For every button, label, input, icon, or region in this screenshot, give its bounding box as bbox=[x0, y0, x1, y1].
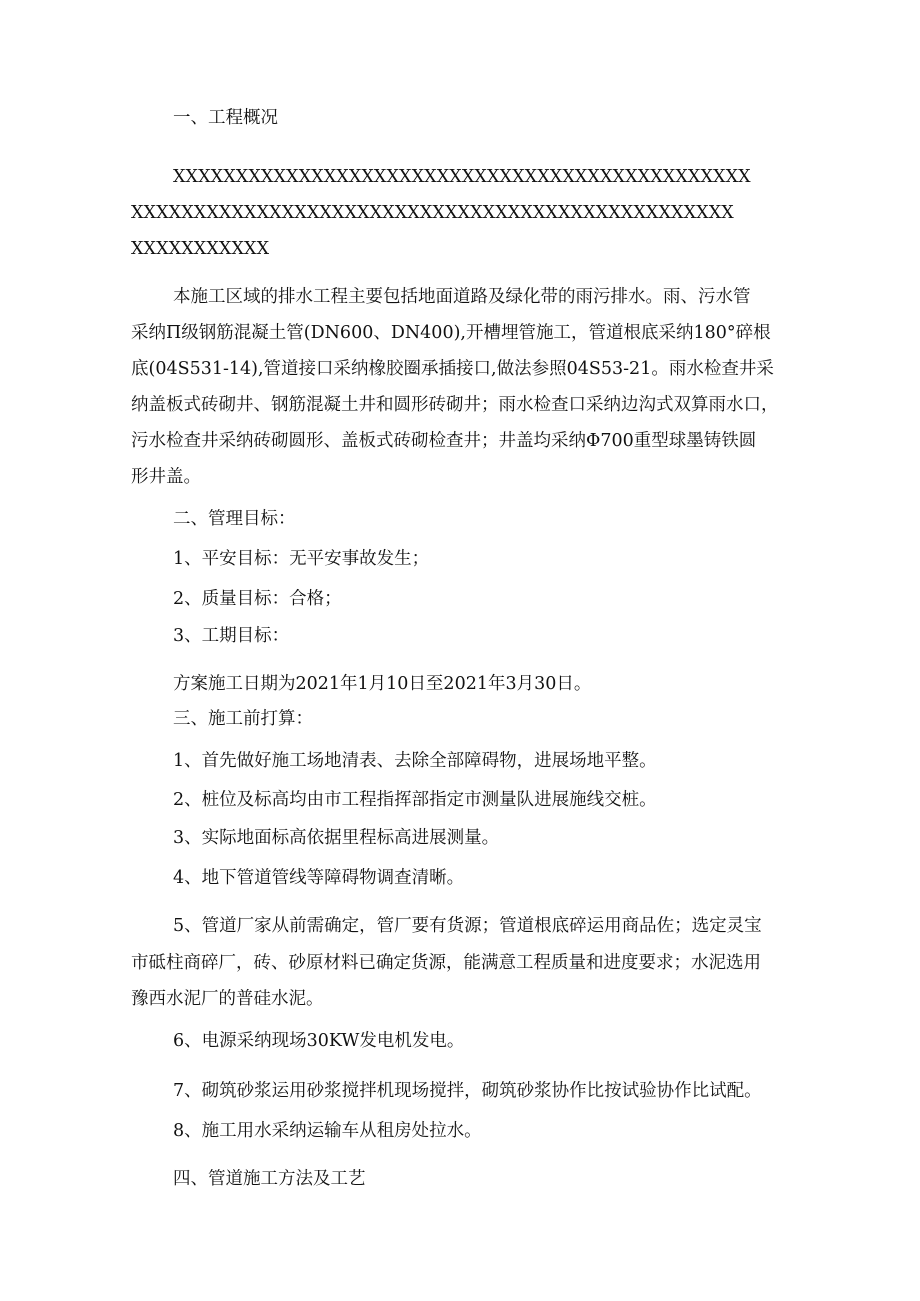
overview-paragraph-line-1: 本施工区域的排水工程主要包括地面道路及绿化带的雨污排水。雨、污水管 bbox=[173, 287, 751, 307]
prep-item-5-line-2: 市砥柱商碎厂，砖、砂原材料已确定货源，能满意工程质量和进度要求；水泥选用 bbox=[131, 953, 761, 973]
overview-paragraph-line-2: 采纳Π级钢筋混凝土管(DN600、DN400),开槽埋管施工，管道根底采纳180°碎根 bbox=[131, 323, 771, 343]
prep-item-5-line-3: 豫西水泥厂的普硅水泥。 bbox=[131, 989, 324, 1009]
placeholder-line-1: XXXXXXXXXXXXXXXXXXXXXXXXXXXXXXXXXXXXXXXXXXXXXX bbox=[173, 167, 751, 187]
prep-item-4: 4、地下管道管线等障碍物调查清晰。 bbox=[173, 868, 465, 888]
goal-item-safety: 1、平安目标：无平安事故发生； bbox=[173, 549, 430, 569]
section-heading-project-overview: 一、工程概况 bbox=[173, 108, 278, 128]
prep-item-5-line-1: 5、管道厂家从前需确定，管厂要有货源；管道根底碎运用商品佐；选定灵宝 bbox=[173, 916, 762, 936]
goal-item-quality: 2、质量目标：合格； bbox=[173, 589, 342, 609]
prep-item-8: 8、施工用水采纳运输车从租房处拉水。 bbox=[173, 1121, 482, 1141]
prep-item-3: 3、实际地面标高依据里程标高进展测量。 bbox=[173, 828, 500, 848]
goal-item-schedule: 3、工期目标： bbox=[173, 626, 290, 646]
overview-paragraph-line-4: 纳盖板式砖砌井、钢筋混凝土井和圆形砖砌井；雨水检查口采纳边沟式双算雨水口， bbox=[131, 395, 779, 415]
prep-item-2: 2、桩位及标高均由市工程指挥部指定市测量队进展施线交桩。 bbox=[173, 790, 657, 810]
section-heading-management-goals: 二、管理目标： bbox=[173, 509, 296, 529]
overview-paragraph-line-3: 底(04S531-14),管道接口采纳橡胶圈承插接口,做法参照04S53-21。雨水检查井采 bbox=[131, 359, 774, 379]
overview-paragraph-line-5: 污水检查井采纳砖砌圆形、盖板式砖砌检查井；井盖均采纳Φ700重型球墨铸铁圆 bbox=[131, 431, 757, 451]
section-heading-preparation: 三、施工前打算： bbox=[173, 709, 313, 729]
schedule-dates: 方案施工日期为2021年1月10日至2021年3月30日。 bbox=[173, 674, 592, 694]
prep-item-1: 1、首先做好施工场地清表、去除全部障碍物，进展场地平整。 bbox=[173, 751, 657, 771]
placeholder-line-3: XXXXXXXXXXX bbox=[131, 239, 270, 259]
prep-item-6: 6、电源采纳现场30KW发电机发电。 bbox=[173, 1031, 465, 1051]
prep-item-7: 7、砌筑砂浆运用砂浆搅拌机现场搅拌，砌筑砂浆协作比按试验协作比试配。 bbox=[173, 1081, 762, 1101]
overview-paragraph-line-6: 形井盖。 bbox=[131, 467, 201, 487]
section-heading-pipe-construction: 四、管道施工方法及工艺 bbox=[173, 1169, 366, 1189]
placeholder-line-2: XXXXXXXXXXXXXXXXXXXXXXXXXXXXXXXXXXXXXXXXXXXXXXXX bbox=[131, 203, 734, 223]
